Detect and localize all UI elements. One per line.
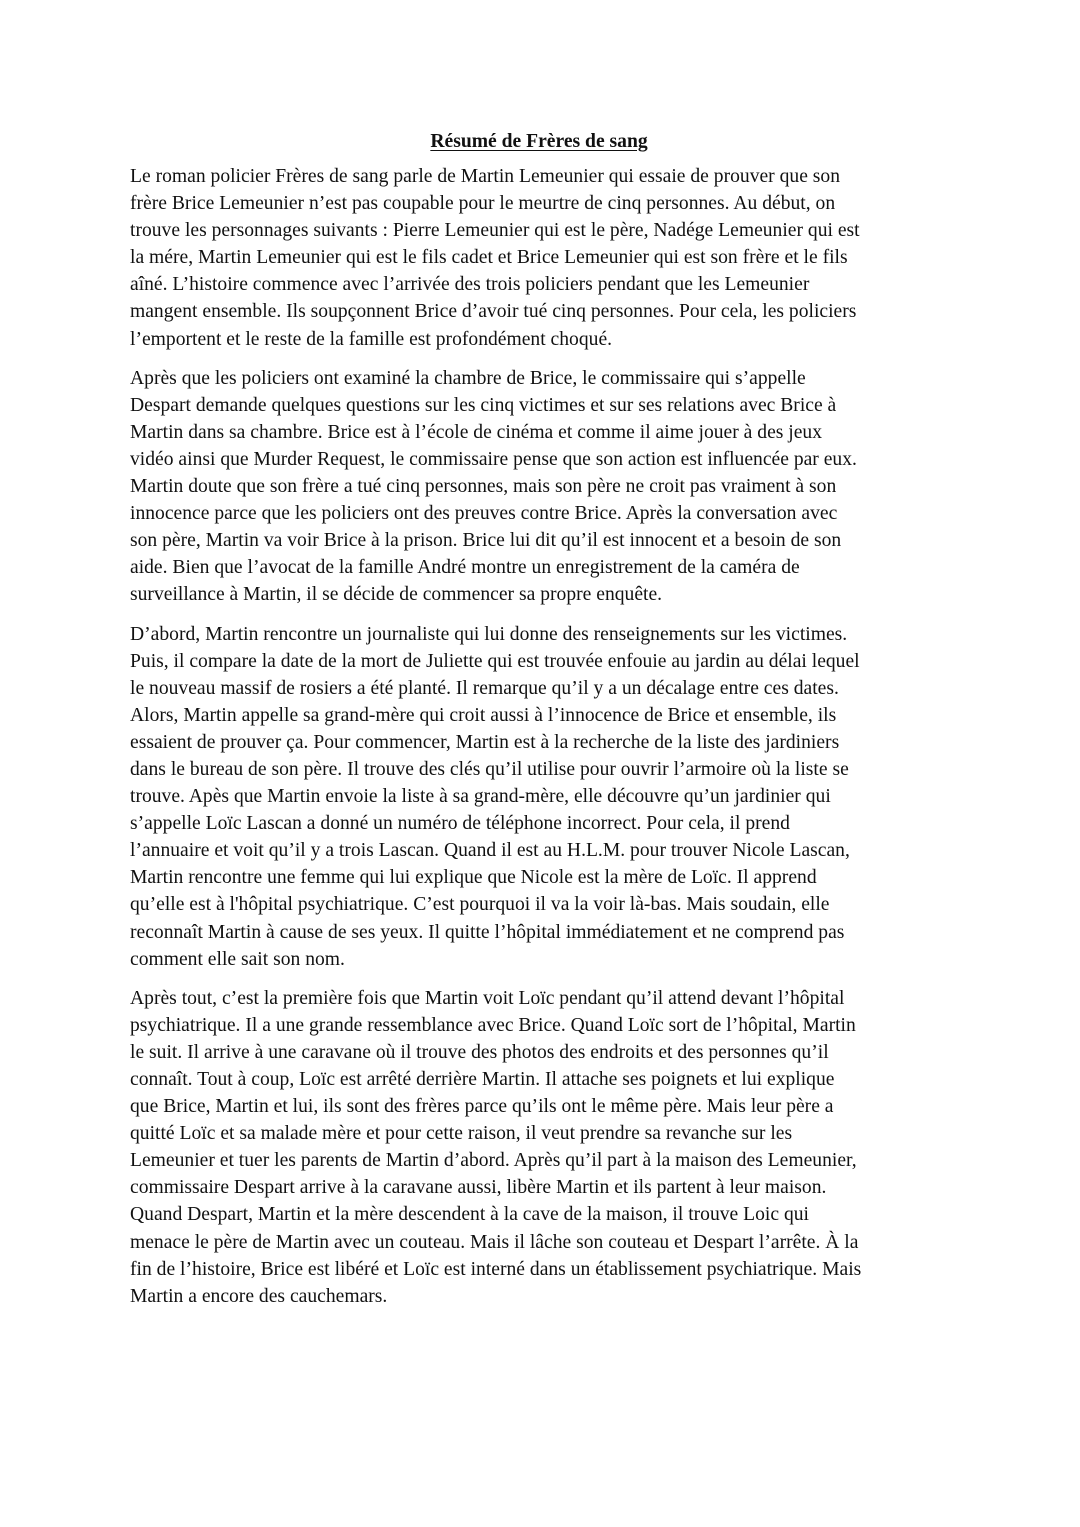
paragraph-1 — [130, 163, 948, 353]
paragraph-line: mangent ensemble. Ils soupçonnent Brice d’avoir tué cinq personnes. Pour cela, les policiers — [130, 301, 857, 323]
paragraph-line: l’emportent et le reste de la famille est profondément choqué. — [130, 328, 613, 350]
paragraph-line: la mére, Martin Lemeunier qui est le fils cadet et Brice Lemeunier qui est son frère et le fils — [130, 247, 848, 269]
paragraph-line: Alors, Martin appelle sa grand-mère qui croit aussi à l’innocence de Brice et ensemble, ils — [130, 704, 837, 726]
paragraph-line: menace le père de Martin avec un couteau. Mais il lâche son couteau et Despart l’arrête. À la — [130, 1231, 859, 1253]
paragraph-line: aide. Bien que l’avocat de la famille André montre un enregistrement de la caméra de — [130, 557, 800, 579]
paragraph-line: dans le bureau de son père. Il trouve des clés qu’il utilise pour ouvrir l’armoire où la liste se — [130, 758, 849, 780]
paragraph-line: Martin dans sa chambre. Brice est à l’école de cinéma et comme il aime jouer à des jeux — [130, 421, 823, 443]
paragraph-line: Après que les policiers ont examiné la chambre de Brice, le commissaire qui s’appelle — [130, 367, 806, 389]
paragraph-line: Despart demande quelques questions sur les cinq victimes et sur ses relations avec Brice à — [130, 394, 837, 416]
paragraph-line: Martin rencontre une femme qui lui explique que Nicole est la mère de Loïc. Il apprend — [130, 867, 817, 889]
paragraph-line: D’abord, Martin rencontre un journaliste qui lui donne des renseignements sur les victimes. — [130, 623, 848, 645]
paragraph-line: surveillance à Martin, il se décide de commencer sa propre enquête. — [130, 584, 663, 606]
paragraph-line: Après tout, c’est la première fois que Martin voit Loïc pendant qu’il attend devant l’hôpital — [130, 987, 845, 1009]
paragraph-line: qu’elle est à l'hôpital psychiatrique. C’est pourquoi il va la voir là-bas. Mais soudain, elle — [130, 894, 830, 916]
paragraph-line: le suit. Il arrive à une caravane où il trouve des photos des endroits et des personnes qu’il — [130, 1041, 829, 1063]
paragraph-line: trouve. Apès que Martin envoie la liste à sa grand-mère, elle découvre qu’un jardinier qui — [130, 786, 831, 808]
paragraph-line: le nouveau massif de rosiers a été planté. Il remarque qu’il y a un décalage entre ces dates. — [130, 677, 839, 699]
paragraph-line: trouve les personnages suivants : Pierre Lemeunier qui est le père, Nadége Lemeunier qui est — [130, 220, 860, 242]
paragraph-line: son père, Martin va voir Brice à la prison. Brice lui dit qu’il est innocent et a besoin de son — [130, 530, 842, 552]
paragraph-line: s’appelle Loïc Lascan a donné un numéro de téléphone incorrect. Pour cela, il prend — [130, 813, 790, 835]
document-body — [130, 128, 948, 1322]
paragraph-2 — [130, 365, 948, 609]
paragraph-line: Quand Despart, Martin et la mère descendent à la cave de la maison, il trouve Loic qui — [130, 1204, 809, 1226]
paragraph-line: essaient de prouver ça. Pour commencer, Martin est à la recherche de la liste des jardiniers — [130, 731, 840, 753]
paragraph-line: Puis, il compare la date de la mort de Juliette qui est trouvée enfouie au jardin au délai lequel — [130, 650, 860, 672]
paragraph-line: quitté Loïc et sa malade mère et pour cette raison, il veut prendre sa revanche sur les — [130, 1123, 793, 1145]
paragraph-line: Martin doute que son frère a tué cinq personnes, mais son père ne croit pas vraiment à son — [130, 476, 837, 498]
paragraph-line: innocence parce que les policiers ont des preuves contre Brice. Après la conversation avec — [130, 503, 838, 525]
paragraph-line: fin de l’histoire, Brice est libéré et Loïc est interné dans un établissement psychiatrique. Mais — [130, 1258, 862, 1280]
paragraph-line: comment elle sait son nom. — [130, 948, 345, 970]
paragraph-line: que Brice, Martin et lui, ils sont des frères parce qu’ils ont le même père. Mais leur père a — [130, 1096, 834, 1118]
paragraph-3 — [130, 621, 948, 973]
paragraph-line: Lemeunier et tuer les parents de Martin d’abord. Après qu’il part à la maison des Lemeunier, — [130, 1150, 857, 1172]
paragraph-line: aîné. L’histoire commence avec l’arrivée des trois policiers pendant que les Lemeunier — [130, 274, 810, 296]
paragraph-line: psychiatrique. Il a une grande ressemblance avec Brice. Quand Loïc sort de l’hôpital, Martin — [130, 1014, 856, 1036]
paragraph-line: Martin a encore des cauchemars. — [130, 1285, 388, 1307]
paragraph-line: vidéo ainsi que Murder Request, le commissaire pense que son action est influencée par eux. — [130, 448, 857, 470]
paragraph-line: l’annuaire et voit qu’il y a trois Lascan. Quand il est au H.L.M. pour trouver Nicole Lascan, — [130, 840, 850, 862]
paragraph-line: reconnaît Martin à cause de ses yeux. Il quitte l’hôpital immédiatement et ne comprend pas — [130, 921, 845, 943]
paragraph-line: frère Brice Lemeunier n’est pas coupable pour le meurtre de cinq personnes. Au début, on — [130, 193, 836, 215]
document-title: Résumé de Frères de sang — [430, 131, 648, 152]
paragraph-4 — [130, 985, 948, 1310]
paragraph-line: commissaire Despart arrive à la caravane aussi, libère Martin et ils partent à leur maison. — [130, 1177, 827, 1199]
paragraph-line: Le roman policier Frères de sang parle de Martin Lemeunier qui essaie de prouver que son — [130, 166, 841, 187]
paragraph-line: connaît. Tout à coup, Loïc est arrêté derrière Martin. Il attache ses poignets et lui explique — [130, 1069, 835, 1090]
